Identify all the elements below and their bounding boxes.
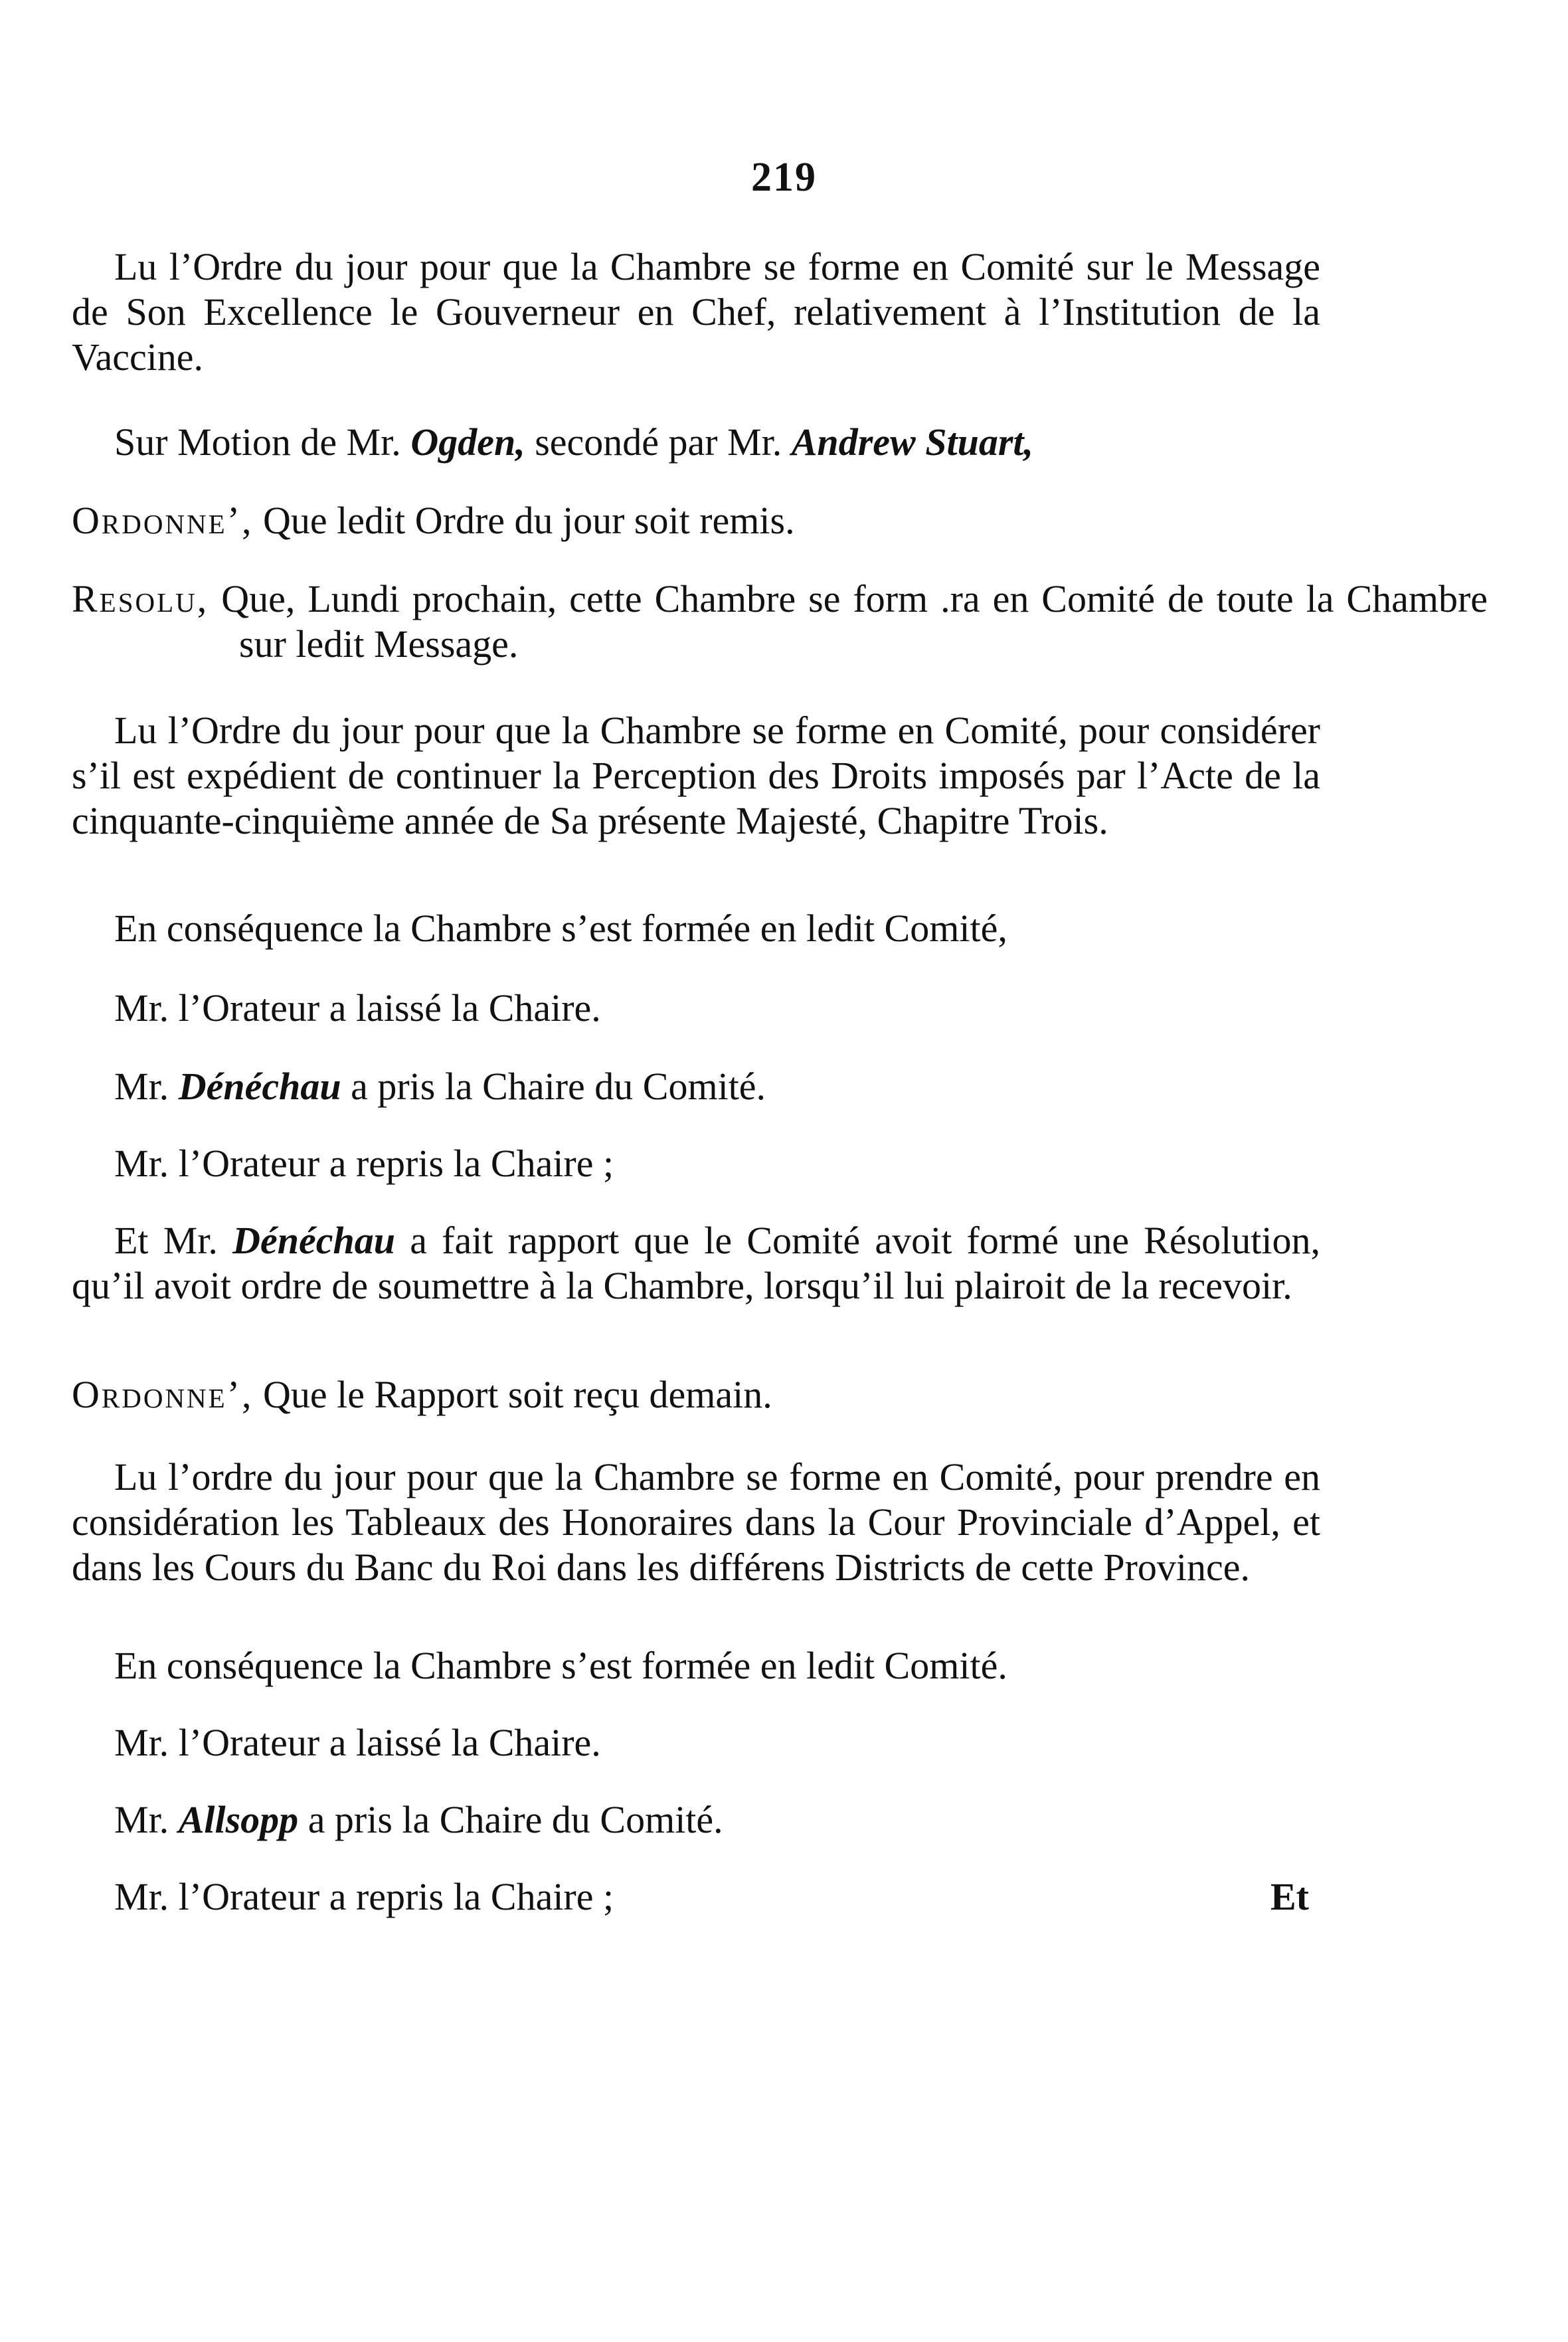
paragraph-resolu [72,577,1488,667]
report-pre: Et Mr. [114,1219,233,1262]
denechau-post: a pris la Chaire du Comité. [341,1065,766,1108]
catchword: Et [1270,1875,1309,1918]
denechau-pre: Mr. [114,1065,179,1108]
ordonne-label-2: Ordonne’, [72,1373,254,1416]
paragraph-consequence-2: En conséquence la Chambre s’est formée en ledit Comité. [114,1644,1007,1687]
denechau-name: Dénéchau [178,1065,341,1108]
allsopp-name: Allsopp [178,1798,299,1841]
paragraph-motion [72,420,1320,465]
ordonne-text: Que ledit Ordre du jour soit remis. [253,499,795,542]
allsopp-pre: Mr. [114,1798,179,1841]
resolu-text: Que, Lundi prochain, cette Chambre se form .ra en Comité de toute la Chambre sur ledit Message. [209,577,1488,666]
paragraph-denechau-report [72,1218,1320,1308]
report-name: Dénéchau [232,1219,396,1262]
allsopp-post: a pris la Chaire du Comité. [298,1798,723,1841]
seconder-name: Andrew Stuart, [791,420,1034,464]
paragraph-orateur-resumed-1: Mr. l’Orateur a repris la Chaire ; [114,1142,614,1185]
paragraph-denechau-chair [72,1064,1320,1109]
page-number: 219 [751,155,817,200]
paragraph-allsopp-chair [72,1797,1320,1843]
paragraph-vaccine-order: Lu l’Ordre du jour pour que la Chambre se forme en Comité sur le Message de Son Excellence le Gouverneur en Chef, relativement à l’Institution de la Vaccine. [72,245,1320,379]
paragraph-ordonne-2 [72,1372,1320,1417]
motion-text-mid: secondé par Mr. [525,420,792,464]
ordonne-text-2: Que le Rapport soit reçu demain. [253,1373,772,1416]
mover-name: Ogden, [410,420,525,464]
paragraph-consequence-1: En conséquence la Chambre s’est formée en ledit Comité, [114,907,1007,950]
motion-text-pre: Sur Motion de Mr. [114,420,411,464]
paragraph-orateur-left-2: Mr. l’Orateur a laissé la Chaire. [114,1721,601,1764]
paragraph-droits-order: Lu l’Ordre du jour pour que la Chambre se forme en Comité, pour considérer s’il est expédient de continuer la Perception des Droits imposés par l’Acte de la cinquante-cinquième année de Sa présente Majesté, Chapitre Trois. [72,709,1320,842]
paragraph-orateur-resumed-2: Mr. l’Orateur a repris la Chaire ; [114,1875,614,1918]
paragraph-ordonne-1 [72,498,1320,543]
report-post: a fait rapport que le Comité avoit formé une Résolution, qu’il avoit ordre de soumettre à la Chambre, lorsqu’il lui plairoit de la recevoir. [72,1219,1320,1307]
resolu-label: Resolu, [72,577,209,620]
paragraph-honoraires-order: Lu l’ordre du jour pour que la Chambre se forme en Comité, pour prendre en considération les Tableaux des Honoraires dans la Cour Provinciale d’Appel, et dans les Cours du Banc du Roi dans les différens Districts de cette Province. [72,1455,1320,1589]
ordonne-label: Ordonne’, [72,499,254,542]
paragraph-orateur-left-1: Mr. l’Orateur a laissé la Chaire. [114,986,601,1030]
